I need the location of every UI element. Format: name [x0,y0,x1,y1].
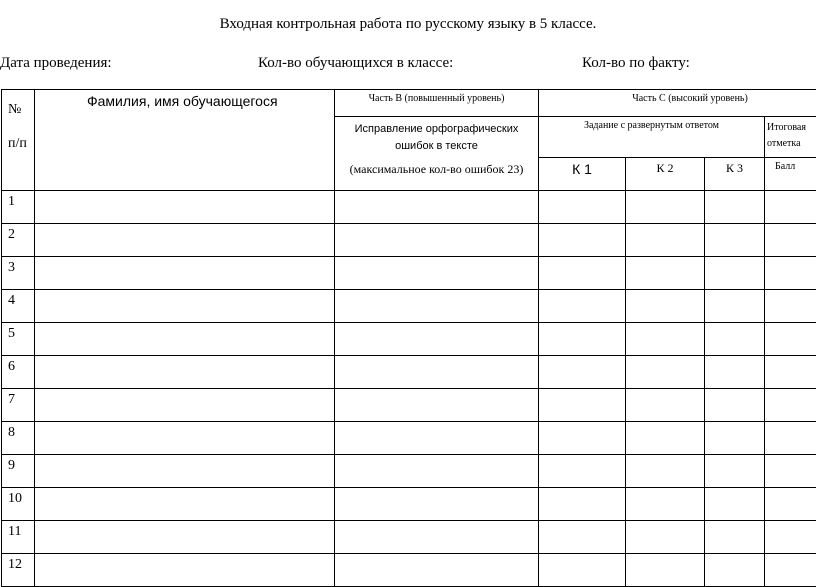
table-row [2,554,816,587]
table-cell[interactable] [539,521,626,554]
ball-header: Балл [765,158,816,191]
table-cell[interactable] [705,389,765,422]
table-cell[interactable] [35,455,335,488]
table-cell[interactable] [539,455,626,488]
table-cell[interactable] [335,389,539,422]
row-number: 8 [2,422,35,455]
table-row [2,191,816,224]
table-cell[interactable] [335,422,539,455]
table-cell[interactable] [35,257,335,290]
table-cell[interactable] [765,422,816,455]
part-b-header: Часть В (повышенный уровень) [335,90,539,117]
table-row [2,290,816,323]
table-row [2,422,816,455]
table-cell[interactable] [626,455,705,488]
table-cell[interactable] [765,224,816,257]
table-row [2,356,816,389]
table-cell[interactable] [626,224,705,257]
k2-header: К 2 [626,158,705,191]
row-number: 9 [2,455,35,488]
row-number: 5 [2,323,35,356]
table-cell[interactable] [35,488,335,521]
table-cell[interactable] [626,554,705,587]
table-row [2,257,816,290]
row-number: 2 [2,224,35,257]
table-cell[interactable] [539,290,626,323]
table-cell[interactable] [765,323,816,356]
table-cell[interactable] [335,521,539,554]
table-cell[interactable] [35,191,335,224]
table-cell[interactable] [539,554,626,587]
table-cell[interactable] [35,521,335,554]
table-cell[interactable] [626,356,705,389]
table-cell[interactable] [539,356,626,389]
table-cell[interactable] [35,422,335,455]
table-cell[interactable] [335,290,539,323]
table-cell[interactable] [765,290,816,323]
table-cell[interactable] [626,488,705,521]
col-header-number-sign: № [8,93,34,127]
row-number: 11 [2,521,35,554]
page-title: Входная контрольная работа по русскому языку в 5 классе. [0,16,816,33]
task-extended-header: Задание с развернутым ответом [539,117,765,158]
table-cell[interactable] [335,323,539,356]
table-cell[interactable] [335,224,539,257]
table-cell[interactable] [765,455,816,488]
table-cell[interactable] [765,356,816,389]
table-cell[interactable] [705,290,765,323]
fact-count-label: Кол-во по факту: [582,55,690,72]
table-cell[interactable] [765,521,816,554]
col-header-name: Фамилия, имя обучающегося [35,90,335,191]
row-number: 7 [2,389,35,422]
table-cell[interactable] [335,356,539,389]
table-row [2,389,816,422]
table-cell[interactable] [705,257,765,290]
table-cell[interactable] [335,257,539,290]
table-cell[interactable] [626,422,705,455]
table-body [2,191,816,587]
table-cell[interactable] [626,191,705,224]
table-cell[interactable] [765,554,816,587]
table-cell[interactable] [335,455,539,488]
row-number: 1 [2,191,35,224]
table-cell[interactable] [35,356,335,389]
table-cell[interactable] [335,554,539,587]
table-row [2,488,816,521]
results-table [1,89,816,587]
row-number: 3 [2,257,35,290]
table-cell[interactable] [35,323,335,356]
table-cell[interactable] [705,224,765,257]
table-cell[interactable] [539,422,626,455]
table-cell[interactable] [705,554,765,587]
table-cell[interactable] [335,488,539,521]
table-cell[interactable] [705,191,765,224]
table-cell[interactable] [705,356,765,389]
fix-errors-text: Исправление орфографических ошибок в тексте [355,123,519,152]
table-cell[interactable] [626,389,705,422]
row-number: 4 [2,290,35,323]
table-row [2,455,816,488]
date-label: Дата проведения: [0,55,112,72]
table-cell[interactable] [35,389,335,422]
row-number: 12 [2,554,35,587]
k3-header: К 3 [705,158,765,191]
table-cell[interactable] [335,191,539,224]
table-row [2,224,816,257]
table-cell[interactable] [626,257,705,290]
table-cell[interactable] [705,422,765,455]
table-cell[interactable] [705,455,765,488]
table-cell[interactable] [705,488,765,521]
col-header-number [2,90,35,191]
table-cell[interactable] [765,191,816,224]
col-header-number-pp: п/п [8,127,34,161]
students-count-label: Кол-во обучающихся в классе: [258,55,453,72]
table-cell[interactable] [539,389,626,422]
k1-header: К 1 [539,158,626,191]
part-c-header: Часть С (высокий уровень) [539,90,816,117]
row-number: 6 [2,356,35,389]
table-cell[interactable] [539,191,626,224]
table-cell[interactable] [765,389,816,422]
table-cell[interactable] [626,323,705,356]
table-cell[interactable] [35,290,335,323]
table-cell[interactable] [705,521,765,554]
table-cell[interactable] [765,488,816,521]
table-cell[interactable] [626,521,705,554]
table-cell[interactable] [539,224,626,257]
table-cell[interactable] [705,323,765,356]
table-cell[interactable] [539,488,626,521]
max-errors-text: (максимальное кол-во ошибок 23) [335,161,538,178]
table-cell[interactable] [35,224,335,257]
table-cell[interactable] [35,554,335,587]
table-cell[interactable] [539,257,626,290]
final-mark-header: Итоговая отметка [765,117,816,158]
table-row [2,521,816,554]
table-cell[interactable] [626,290,705,323]
table-row [2,323,816,356]
row-number: 10 [2,488,35,521]
table-cell[interactable] [539,323,626,356]
fix-errors-header [335,117,539,191]
table-cell[interactable] [765,257,816,290]
